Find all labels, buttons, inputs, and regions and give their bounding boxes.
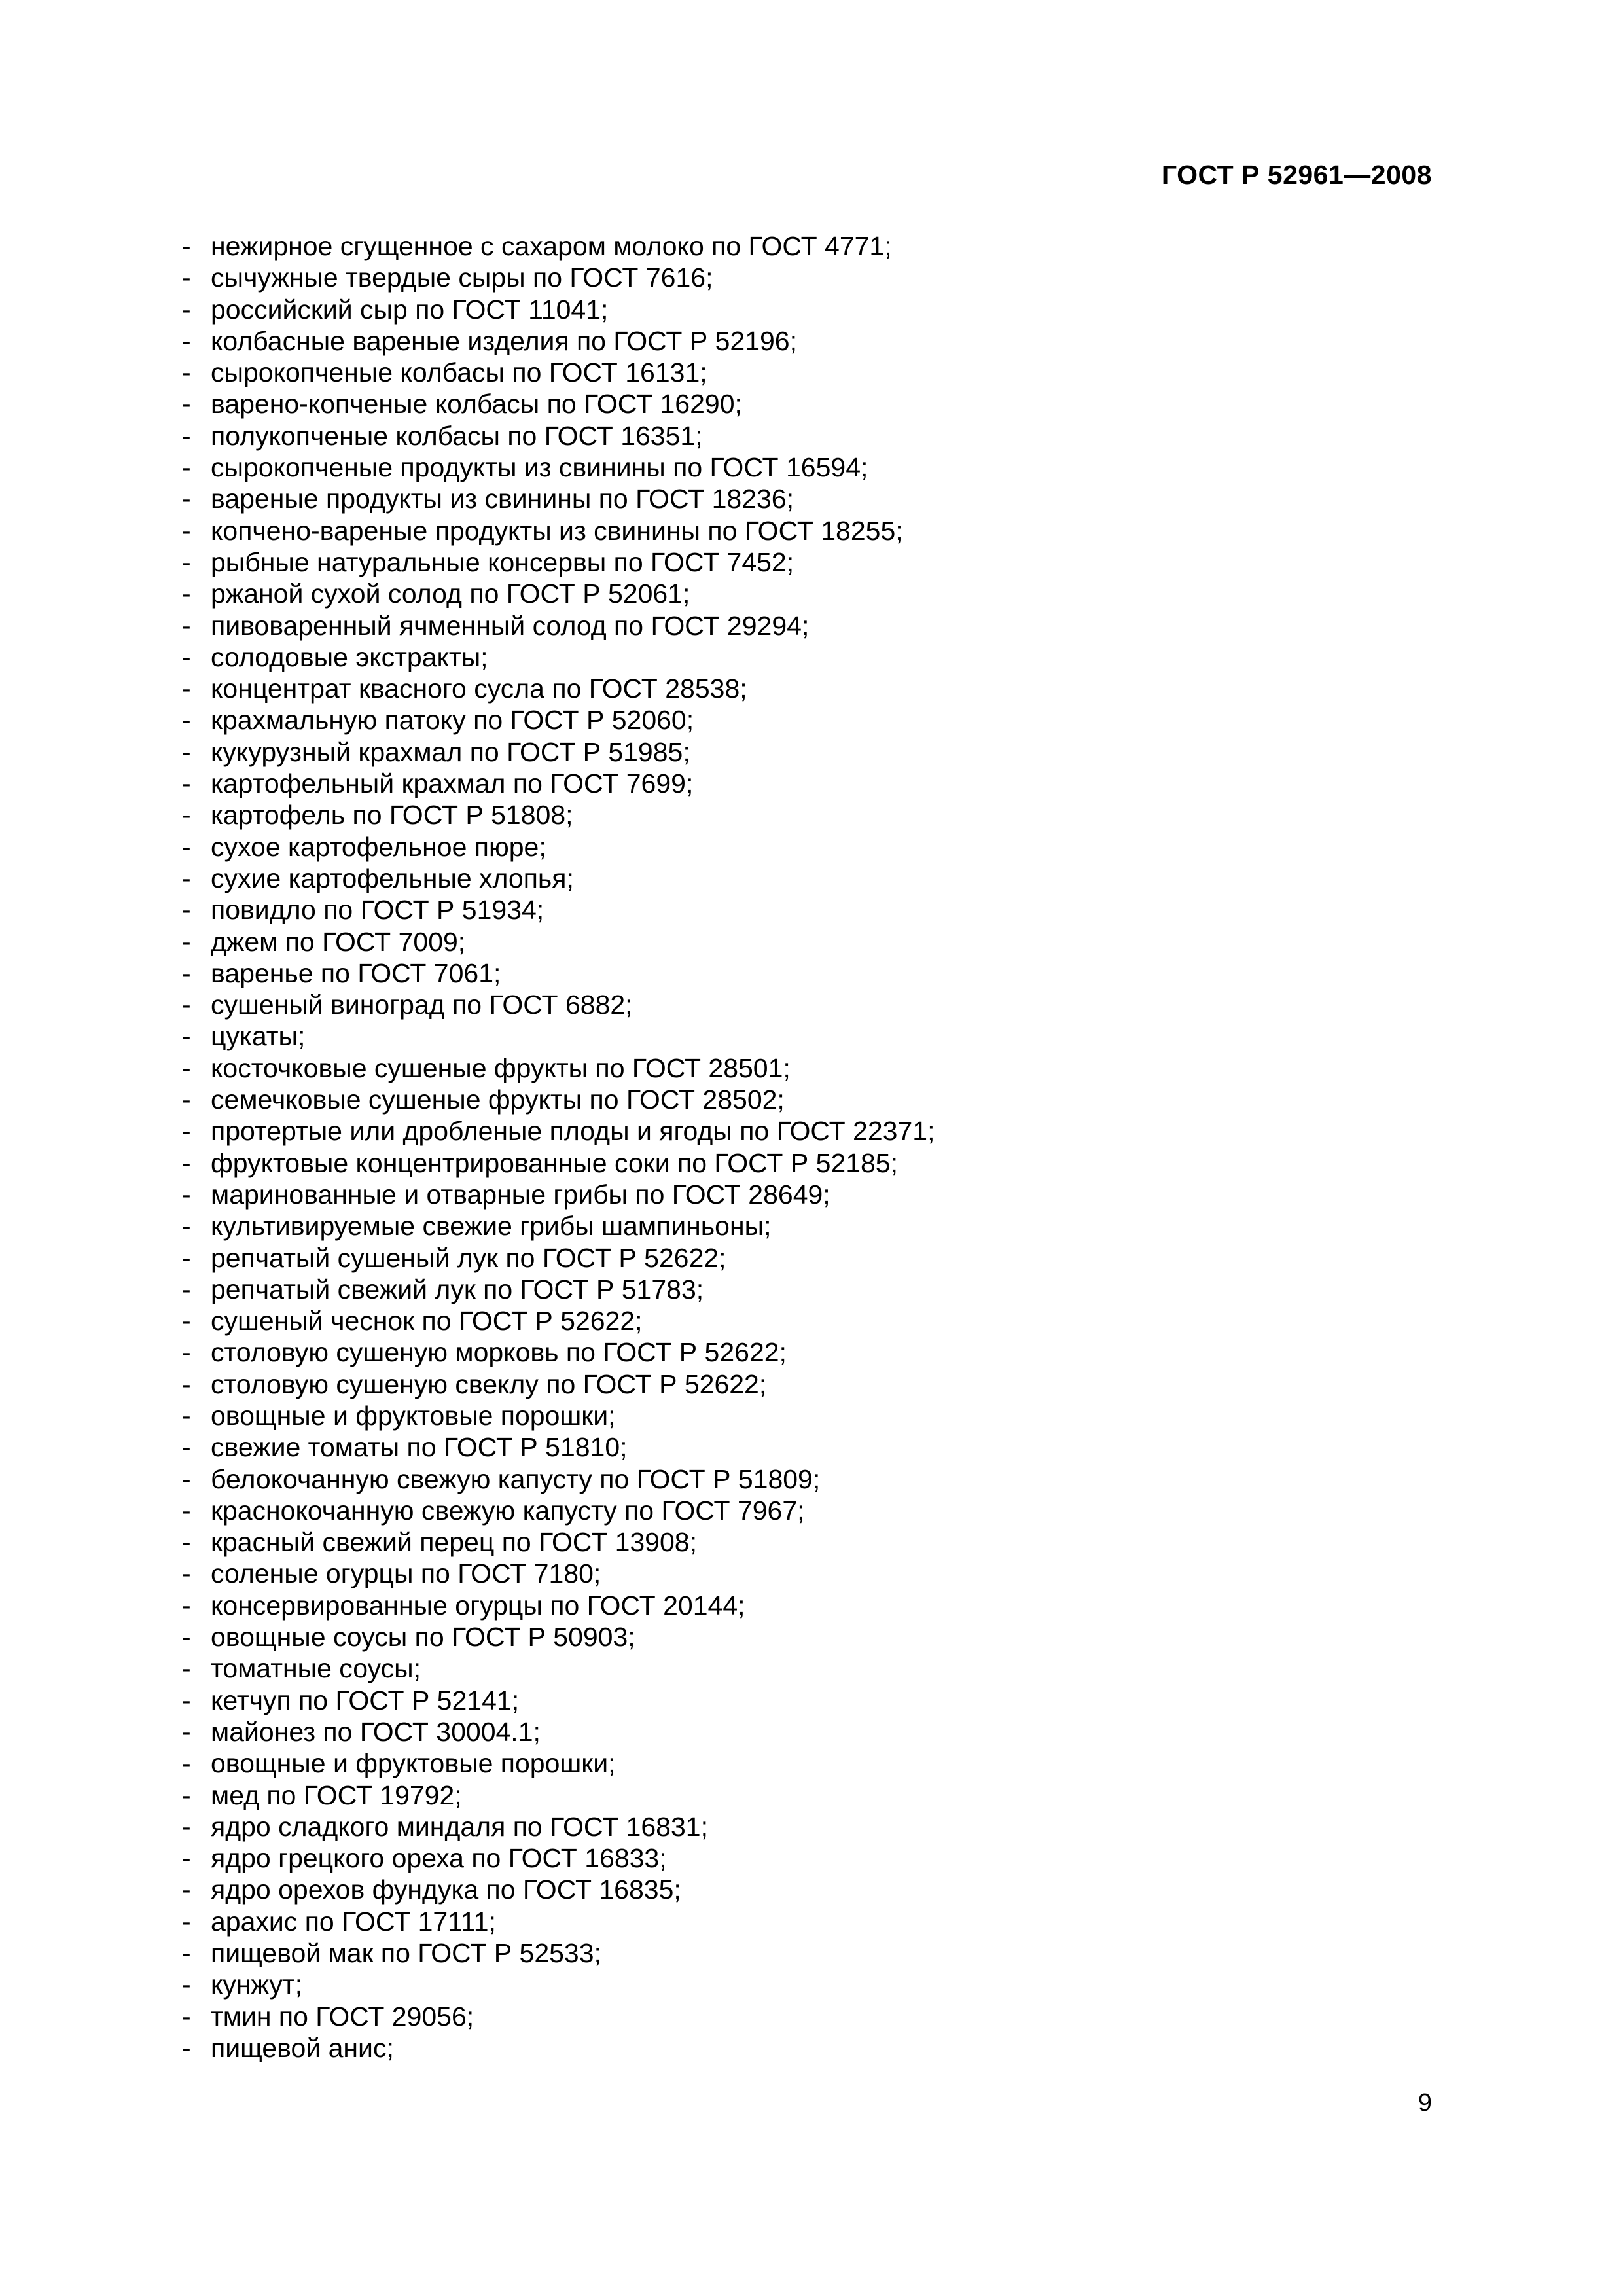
list-item bbox=[182, 452, 935, 483]
list-item bbox=[182, 831, 935, 863]
list-bullet: - bbox=[182, 579, 191, 609]
list-bullet: - bbox=[182, 452, 191, 483]
list-item-text: ядро орехов фундука по ГОСТ 16835; bbox=[211, 1874, 681, 1905]
list-bullet: - bbox=[182, 1495, 191, 1526]
list-item-text: сырокопченые продукты из свинины по ГОСТ 16594; bbox=[211, 452, 868, 483]
list-item-text: кунжут; bbox=[211, 1969, 303, 2000]
list-item-text: арахис по ГОСТ 17111; bbox=[211, 1906, 496, 1937]
list-item bbox=[182, 1084, 935, 1115]
list-item-text: соленые огурцы по ГОСТ 7180; bbox=[211, 1558, 601, 1589]
list-item bbox=[182, 2001, 935, 2032]
list-bullet: - bbox=[182, 1780, 191, 1810]
list-item-text: майонез по ГОСТ 30004.1; bbox=[211, 1716, 541, 1747]
list-item-text: ржаной сухой солод по ГОСТ Р 52061; bbox=[211, 579, 690, 609]
ingredient-list bbox=[182, 230, 935, 2064]
list-item bbox=[182, 388, 935, 420]
list-item bbox=[182, 768, 935, 799]
list-item bbox=[182, 1400, 935, 1431]
list-item-text: сырокопченые колбасы по ГОСТ 16131; bbox=[211, 357, 707, 388]
list-bullet: - bbox=[182, 389, 191, 420]
list-item bbox=[182, 1653, 935, 1684]
list-item bbox=[182, 1274, 935, 1305]
list-item bbox=[182, 1969, 935, 2000]
list-item-text: кетчуп по ГОСТ Р 52141; bbox=[211, 1685, 520, 1715]
list-item-text: кукурузный крахмал по ГОСТ Р 51985; bbox=[211, 736, 690, 767]
list-item bbox=[182, 610, 935, 641]
list-item bbox=[182, 294, 935, 325]
list-bullet: - bbox=[182, 736, 191, 767]
list-item-text: томатные соусы; bbox=[211, 1653, 421, 1684]
list-item-text: тмин по ГОСТ 29056; bbox=[211, 2001, 474, 2032]
list-item-text: сухие картофельные хлопья; bbox=[211, 863, 574, 893]
list-item bbox=[182, 1210, 935, 1242]
list-item-text: овощные соусы по ГОСТ Р 50903; bbox=[211, 1622, 635, 1653]
list-item-text: варенье по ГОСТ 7061; bbox=[211, 958, 501, 988]
list-item bbox=[182, 420, 935, 452]
list-bullet: - bbox=[182, 1748, 191, 1779]
list-item-text: картофель по ГОСТ Р 51808; bbox=[211, 800, 573, 831]
list-bullet: - bbox=[182, 1400, 191, 1431]
list-item-text: ядро сладкого миндаля по ГОСТ 16831; bbox=[211, 1811, 708, 1842]
list-item bbox=[182, 262, 935, 293]
list-bullet: - bbox=[182, 2032, 191, 2063]
list-item-text: варено-копченые колбасы по ГОСТ 16290; bbox=[211, 389, 742, 420]
list-bullet: - bbox=[182, 1716, 191, 1747]
list-item bbox=[182, 1621, 935, 1653]
list-bullet: - bbox=[182, 1242, 191, 1273]
list-item bbox=[182, 515, 935, 547]
list-item-text: пищевой анис; bbox=[211, 2032, 394, 2063]
list-item bbox=[182, 1811, 935, 1842]
list-bullet: - bbox=[182, 958, 191, 988]
list-item bbox=[182, 1369, 935, 1400]
list-item-text: красный свежий перец по ГОСТ 13908; bbox=[211, 1527, 697, 1558]
list-item-text: сухое картофельное пюре; bbox=[211, 831, 546, 862]
list-item-text: сычужные твердые сыры по ГОСТ 7616; bbox=[211, 262, 713, 293]
list-item-text: рыбные натуральные консервы по ГОСТ 7452; bbox=[211, 547, 794, 577]
list-item-text: консервированные огурцы по ГОСТ 20144; bbox=[211, 1590, 745, 1621]
list-bullet: - bbox=[182, 1622, 191, 1653]
list-bullet: - bbox=[182, 926, 191, 957]
list-item-text: семечковые сушеные фрукты по ГОСТ 28502; bbox=[211, 1085, 785, 1115]
list-bullet: - bbox=[182, 1116, 191, 1147]
list-item-text: косточковые сушеные фрукты по ГОСТ 28501; bbox=[211, 1052, 791, 1083]
list-item bbox=[182, 1906, 935, 1937]
list-item-text: культивируемые свежие грибы шампиньоны; bbox=[211, 1211, 772, 1242]
list-item bbox=[182, 1937, 935, 1969]
list-bullet: - bbox=[182, 831, 191, 862]
list-bullet: - bbox=[182, 484, 191, 514]
list-bullet: - bbox=[182, 325, 191, 356]
list-item bbox=[182, 641, 935, 673]
list-item bbox=[182, 799, 935, 831]
list-bullet: - bbox=[182, 1337, 191, 1368]
list-item bbox=[182, 673, 935, 704]
list-item bbox=[182, 958, 935, 989]
list-bullet: - bbox=[182, 1843, 191, 1874]
list-item-text: цукаты; bbox=[211, 1021, 306, 1052]
list-bullet: - bbox=[182, 1938, 191, 1969]
list-item-text: овощные и фруктовые порошки; bbox=[211, 1400, 616, 1431]
document-header-title: ГОСТ Р 52961—2008 bbox=[1161, 160, 1432, 190]
list-item bbox=[182, 1590, 935, 1621]
list-bullet: - bbox=[182, 705, 191, 736]
list-item-text: концентрат квасного сусла по ГОСТ 28538; bbox=[211, 673, 747, 704]
list-item bbox=[182, 1305, 935, 1336]
list-bullet: - bbox=[182, 1211, 191, 1242]
list-item-text: колбасные вареные изделия по ГОСТ Р 52196; bbox=[211, 325, 797, 356]
list-bullet: - bbox=[182, 1463, 191, 1494]
list-item-text: копчено-вареные продукты из свинины по ГОСТ 18255; bbox=[211, 515, 903, 546]
list-bullet: - bbox=[182, 1874, 191, 1905]
list-item-text: столовую сушеную свеклу по ГОСТ Р 52622; bbox=[211, 1369, 767, 1399]
list-item bbox=[182, 1242, 935, 1274]
list-item-text: овощные и фруктовые порошки; bbox=[211, 1748, 616, 1779]
list-item bbox=[182, 1685, 935, 1716]
list-item-text: российский сыр по ГОСТ 11041; bbox=[211, 294, 609, 325]
list-bullet: - bbox=[182, 1306, 191, 1336]
list-item bbox=[182, 1748, 935, 1779]
list-bullet: - bbox=[182, 1179, 191, 1210]
list-item-text: столовую сушеную морковь по ГОСТ Р 52622; bbox=[211, 1337, 787, 1368]
list-bullet: - bbox=[182, 1685, 191, 1715]
list-item bbox=[182, 483, 935, 514]
list-item-text: полукопченые колбасы по ГОСТ 16351; bbox=[211, 420, 703, 451]
list-item-text: пивоваренный ячменный солод по ГОСТ 29294; bbox=[211, 610, 810, 641]
list-bullet: - bbox=[182, 357, 191, 388]
list-bullet: - bbox=[182, 262, 191, 293]
list-bullet: - bbox=[182, 1558, 191, 1589]
list-item bbox=[182, 704, 935, 736]
list-item-text: репчатый сушеный лук по ГОСТ Р 52622; bbox=[211, 1242, 726, 1273]
list-item-text: нежирное сгущенное с сахаром молоко по ГОСТ 4771; bbox=[211, 231, 892, 261]
list-bullet: - bbox=[182, 420, 191, 451]
list-item bbox=[182, 894, 935, 925]
list-bullet: - bbox=[182, 1653, 191, 1684]
list-item bbox=[182, 926, 935, 958]
list-item bbox=[182, 1558, 935, 1589]
list-item bbox=[182, 1780, 935, 1811]
list-item-text: картофельный крахмал по ГОСТ 7699; bbox=[211, 768, 694, 799]
list-bullet: - bbox=[182, 768, 191, 799]
list-item-text: протертые или дробленые плоды и ягоды по ГОСТ 22371; bbox=[211, 1116, 935, 1147]
list-item bbox=[182, 325, 935, 357]
list-item-text: репчатый свежий лук по ГОСТ Р 51783; bbox=[211, 1274, 704, 1304]
list-item bbox=[182, 1052, 935, 1084]
list-item bbox=[182, 1179, 935, 1210]
list-bullet: - bbox=[182, 547, 191, 577]
list-bullet: - bbox=[182, 641, 191, 672]
list-bullet: - bbox=[182, 1432, 191, 1463]
list-bullet: - bbox=[182, 1811, 191, 1842]
list-item-text: повидло по ГОСТ Р 51934; bbox=[211, 895, 544, 925]
list-item-text: солодовые экстракты; bbox=[211, 641, 488, 672]
list-item-text: свежие томаты по ГОСТ Р 51810; bbox=[211, 1432, 628, 1463]
list-bullet: - bbox=[182, 895, 191, 925]
list-item bbox=[182, 1495, 935, 1526]
list-item bbox=[182, 1526, 935, 1558]
list-item bbox=[182, 2032, 935, 2064]
list-item bbox=[182, 1115, 935, 1147]
list-item-text: белокочанную свежую капусту по ГОСТ Р 51809; bbox=[211, 1463, 821, 1494]
list-item bbox=[182, 547, 935, 578]
list-item-text: фруктовые концентрированные соки по ГОСТ Р 52185; bbox=[211, 1147, 899, 1178]
list-item bbox=[182, 1463, 935, 1495]
list-bullet: - bbox=[182, 1021, 191, 1052]
list-bullet: - bbox=[182, 1969, 191, 2000]
list-item bbox=[182, 1020, 935, 1052]
list-bullet: - bbox=[182, 1052, 191, 1083]
list-bullet: - bbox=[182, 515, 191, 546]
list-item bbox=[182, 1874, 935, 1905]
list-item-text: мед по ГОСТ 19792; bbox=[211, 1780, 462, 1810]
list-item-text: пищевой мак по ГОСТ Р 52533; bbox=[211, 1938, 601, 1969]
list-bullet: - bbox=[182, 1085, 191, 1115]
list-bullet: - bbox=[182, 1590, 191, 1621]
page-number: 9 bbox=[1418, 2089, 1432, 2117]
list-item bbox=[182, 1431, 935, 1463]
list-bullet: - bbox=[182, 294, 191, 325]
list-bullet: - bbox=[182, 231, 191, 261]
list-bullet: - bbox=[182, 990, 191, 1020]
list-item-text: вареные продукты из свинины по ГОСТ 18236; bbox=[211, 484, 794, 514]
list-item bbox=[182, 357, 935, 388]
list-item bbox=[182, 1716, 935, 1748]
list-bullet: - bbox=[182, 2001, 191, 2032]
list-item bbox=[182, 1147, 935, 1179]
list-item-text: сушеный чеснок по ГОСТ Р 52622; bbox=[211, 1306, 643, 1336]
list-item-text: краснокочанную свежую капусту по ГОСТ 7967; bbox=[211, 1495, 805, 1526]
list-item bbox=[182, 578, 935, 609]
list-item bbox=[182, 230, 935, 262]
list-item bbox=[182, 736, 935, 768]
list-item-text: сушеный виноград по ГОСТ 6882; bbox=[211, 990, 633, 1020]
list-item bbox=[182, 989, 935, 1020]
list-item-text: маринованные и отварные грибы по ГОСТ 28649; bbox=[211, 1179, 830, 1210]
list-bullet: - bbox=[182, 610, 191, 641]
list-bullet: - bbox=[182, 1527, 191, 1558]
list-bullet: - bbox=[182, 1147, 191, 1178]
list-bullet: - bbox=[182, 863, 191, 893]
list-bullet: - bbox=[182, 1274, 191, 1304]
list-bullet: - bbox=[182, 800, 191, 831]
list-item bbox=[182, 863, 935, 894]
list-item-text: джем по ГОСТ 7009; bbox=[211, 926, 466, 957]
list-item-text: ядро грецкого ореха по ГОСТ 16833; bbox=[211, 1843, 667, 1874]
list-bullet: - bbox=[182, 1369, 191, 1399]
list-item-text: крахмальную патоку по ГОСТ Р 52060; bbox=[211, 705, 694, 736]
list-bullet: - bbox=[182, 1906, 191, 1937]
list-item bbox=[182, 1842, 935, 1874]
list-item bbox=[182, 1336, 935, 1368]
list-bullet: - bbox=[182, 673, 191, 704]
